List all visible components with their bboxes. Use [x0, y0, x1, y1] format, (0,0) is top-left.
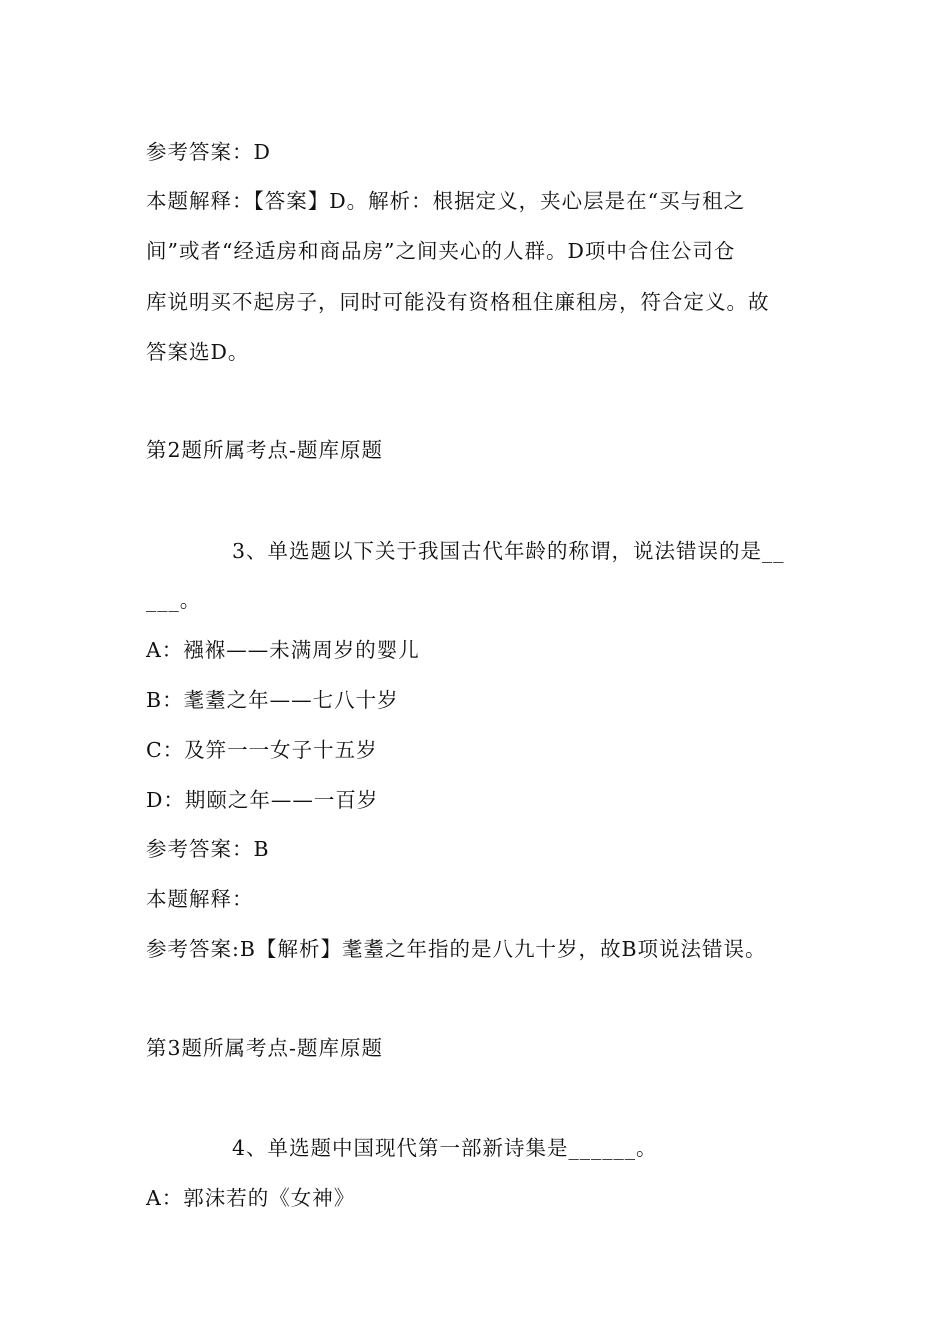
q4-option-a: A：郭沫若的《女神》 — [146, 1186, 356, 1210]
q3-option-a: A：襁褓——未满周岁的婴儿 — [146, 638, 420, 662]
q2-explanation-line-2: 间”或者“经适房和商品房”之间夹心的人群。D项中合住公司仓 — [146, 239, 736, 263]
q3-topic: 第3题所属考点-题库原题 — [146, 1036, 383, 1060]
q2-answer: 参考答案：D — [146, 140, 271, 164]
q3-stem-line-1: 3、单选题以下关于我国古代年龄的称谓，说法错误的是__ — [232, 539, 785, 563]
q3-explanation: 参考答案:B【解析】耄耋之年指的是八九十岁，故B项说法错误。 — [146, 937, 767, 961]
q3-option-c: C：及笄一一女子十五岁 — [146, 738, 378, 762]
q3-stem-line-2: ___。 — [146, 588, 202, 612]
q2-explanation-line-3: 库说明买不起房子，同时可能没有资格租住廉租房，符合定义。故 — [146, 290, 770, 314]
q2-explanation-line-1: 本题解释：【答案】D。解析：根据定义，夹心层是在“买与租之 — [146, 189, 746, 213]
q2-explanation-line-4: 答案选D。 — [146, 340, 250, 364]
q3-option-b: B：耄耋之年——七八十岁 — [146, 688, 399, 712]
q3-option-d: D：期颐之年——一百岁 — [146, 788, 379, 812]
q3-answer: 参考答案：B — [146, 837, 270, 861]
q4-stem: 4、单选题中国现代第一部新诗集是______。 — [232, 1136, 658, 1160]
q2-topic: 第2题所属考点-题库原题 — [146, 438, 383, 462]
q3-explanation-label: 本题解释： — [146, 887, 254, 911]
